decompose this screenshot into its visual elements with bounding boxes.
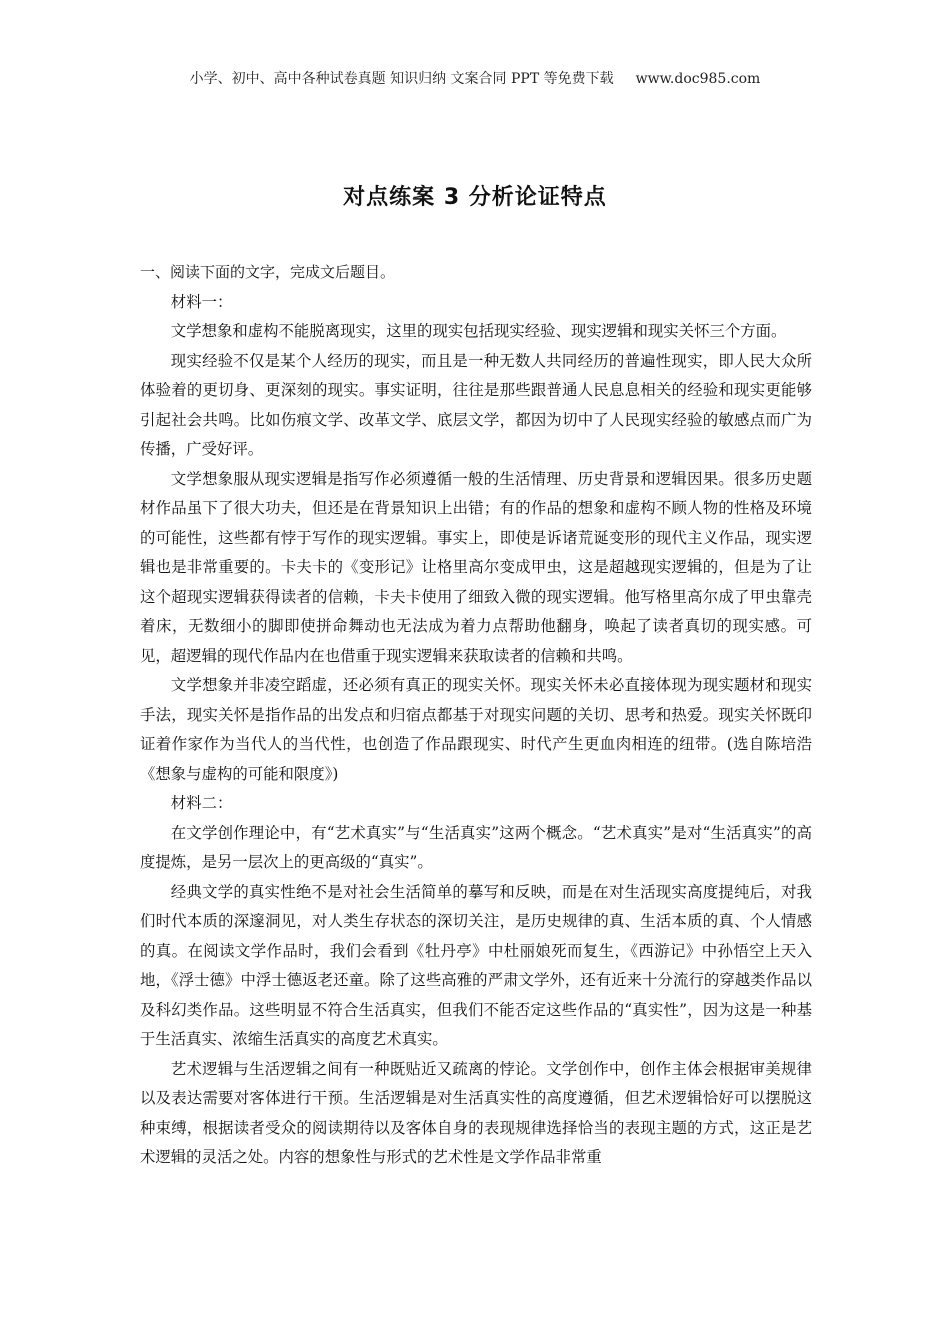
question-instruction: 一、阅读下面的文字，完成文后题目。 bbox=[140, 263, 396, 281]
header-text: 小学、初中、高中各种试卷真题 知识归纳 文案合同 PPT 等免费下载 bbox=[189, 71, 614, 87]
material2-label: 材料二： bbox=[170, 794, 233, 812]
material1-paragraph: 文学想象和虚构不能脱离现实，这里的现实包括现实经验、现实逻辑和现实关怀三个方面。 bbox=[170, 322, 787, 340]
material1-label: 材料一： bbox=[170, 292, 233, 311]
header-url[interactable]: www.doc985.com bbox=[635, 71, 761, 87]
material2-paragraph: 在文学创作理论中，有“艺术真实”与“生活真实”这两个概念。“艺术真实”是对“生活真实”的高度提炼，是另一层次上的更高级的“真实”。 bbox=[140, 823, 812, 871]
document-body bbox=[140, 258, 812, 1173]
material1-paragraph: 文学想象服从现实逻辑是指写作必须遵循一般的生活情理、历史背景和逻辑因果。很多历史题材作品虽下了很大功夫，但还是在背景知识上出错；有的作品的想象和虚构不顾人物的性格及环境的可能性，这些都有悖于写作的现实逻辑。事实上，即使是诉诸荒诞变形的现代主义作品，现实逻辑也是非常重要的。卡夫卡的《变形记》让格里高尔变成甲虫，这是超越现实逻辑的，但是为了让这个超现实逻辑获得读者的信赖，卡夫卡使用了细致入微的现实逻辑。他写格里高尔成了甲虫靠壳着床，无数细小的脚即使拼命舞动也无法成为着力点帮助他翻身，唤起了读者真切的现实感。可见，超逻辑的现代作品内在也借重于现实逻辑来获取读者的信赖和共鸣。 bbox=[140, 469, 812, 665]
material1-paragraph: 文学想象并非凌空蹈虚，还必须有真正的现实关怀。现实关怀未必直接体现为现实题材和现实手法，现实关怀是指作品的出发点和归宿点都基于对现实问题的关切、思考和热爱。现实关怀既印证着作家作为当代人的当代性，也创造了作品跟现实、时代产生更血肉相连的纽带。(选自陈培浩《想象与虚构的可能和限度》) bbox=[140, 676, 812, 783]
material2-paragraph: 经典文学的真实性绝不是对社会生活简单的摹写和反映，而是在对生活现实高度提纯后，对我们时代本质的深邃洞见，对人类生存状态的深切关注，是历史规律的真、生活本质的真、个人情感的真。在阅读文学作品时，我们会看到《牡丹亭》中杜丽娘死而复生，《西游记》中孙悟空上天入地，《浮士德》中浮士德返老还童。除了这些高雅的严肃文学外，还有近来十分流行的穿越类作品以及科幻类作品。这些明显不符合生活真实，但我们不能否定这些作品的“真实性”，因为这是一种基于生活真实、浓缩生活真实的高度艺术真实。 bbox=[140, 882, 812, 1048]
material2-paragraph: 艺术逻辑与生活逻辑之间有一种既贴近又疏离的悖论。文学创作中，创作主体会根据审美规律以及表达需要对客体进行干预。生活逻辑是对生活真实性的高度遵循，但艺术逻辑恰好可以摆脱这种束缚，根据读者受众的阅读期待以及客体自身的表现规律选择恰当的表现主题的方式，这正是艺术逻辑的灵活之处。内容的想象性与形式的艺术性是文学作品非常重 bbox=[140, 1059, 812, 1166]
page-header bbox=[0, 68, 950, 88]
material1-paragraph: 现实经验不仅是某个人经历的现实，而且是一种无数人共同经历的普遍性现实，即人民大众所体验着的更切身、更深刻的现实。事实证明，往往是那些跟普通人民息息相关的经验和现实更能够引起社会共鸣。比如伤痕文学、改革文学、底层文学，都因为切中了人民现实经验的敏感点而广为传播，广受好评。 bbox=[140, 351, 812, 458]
page-title: 对点练案 3 分析论证特点 bbox=[343, 185, 607, 210]
